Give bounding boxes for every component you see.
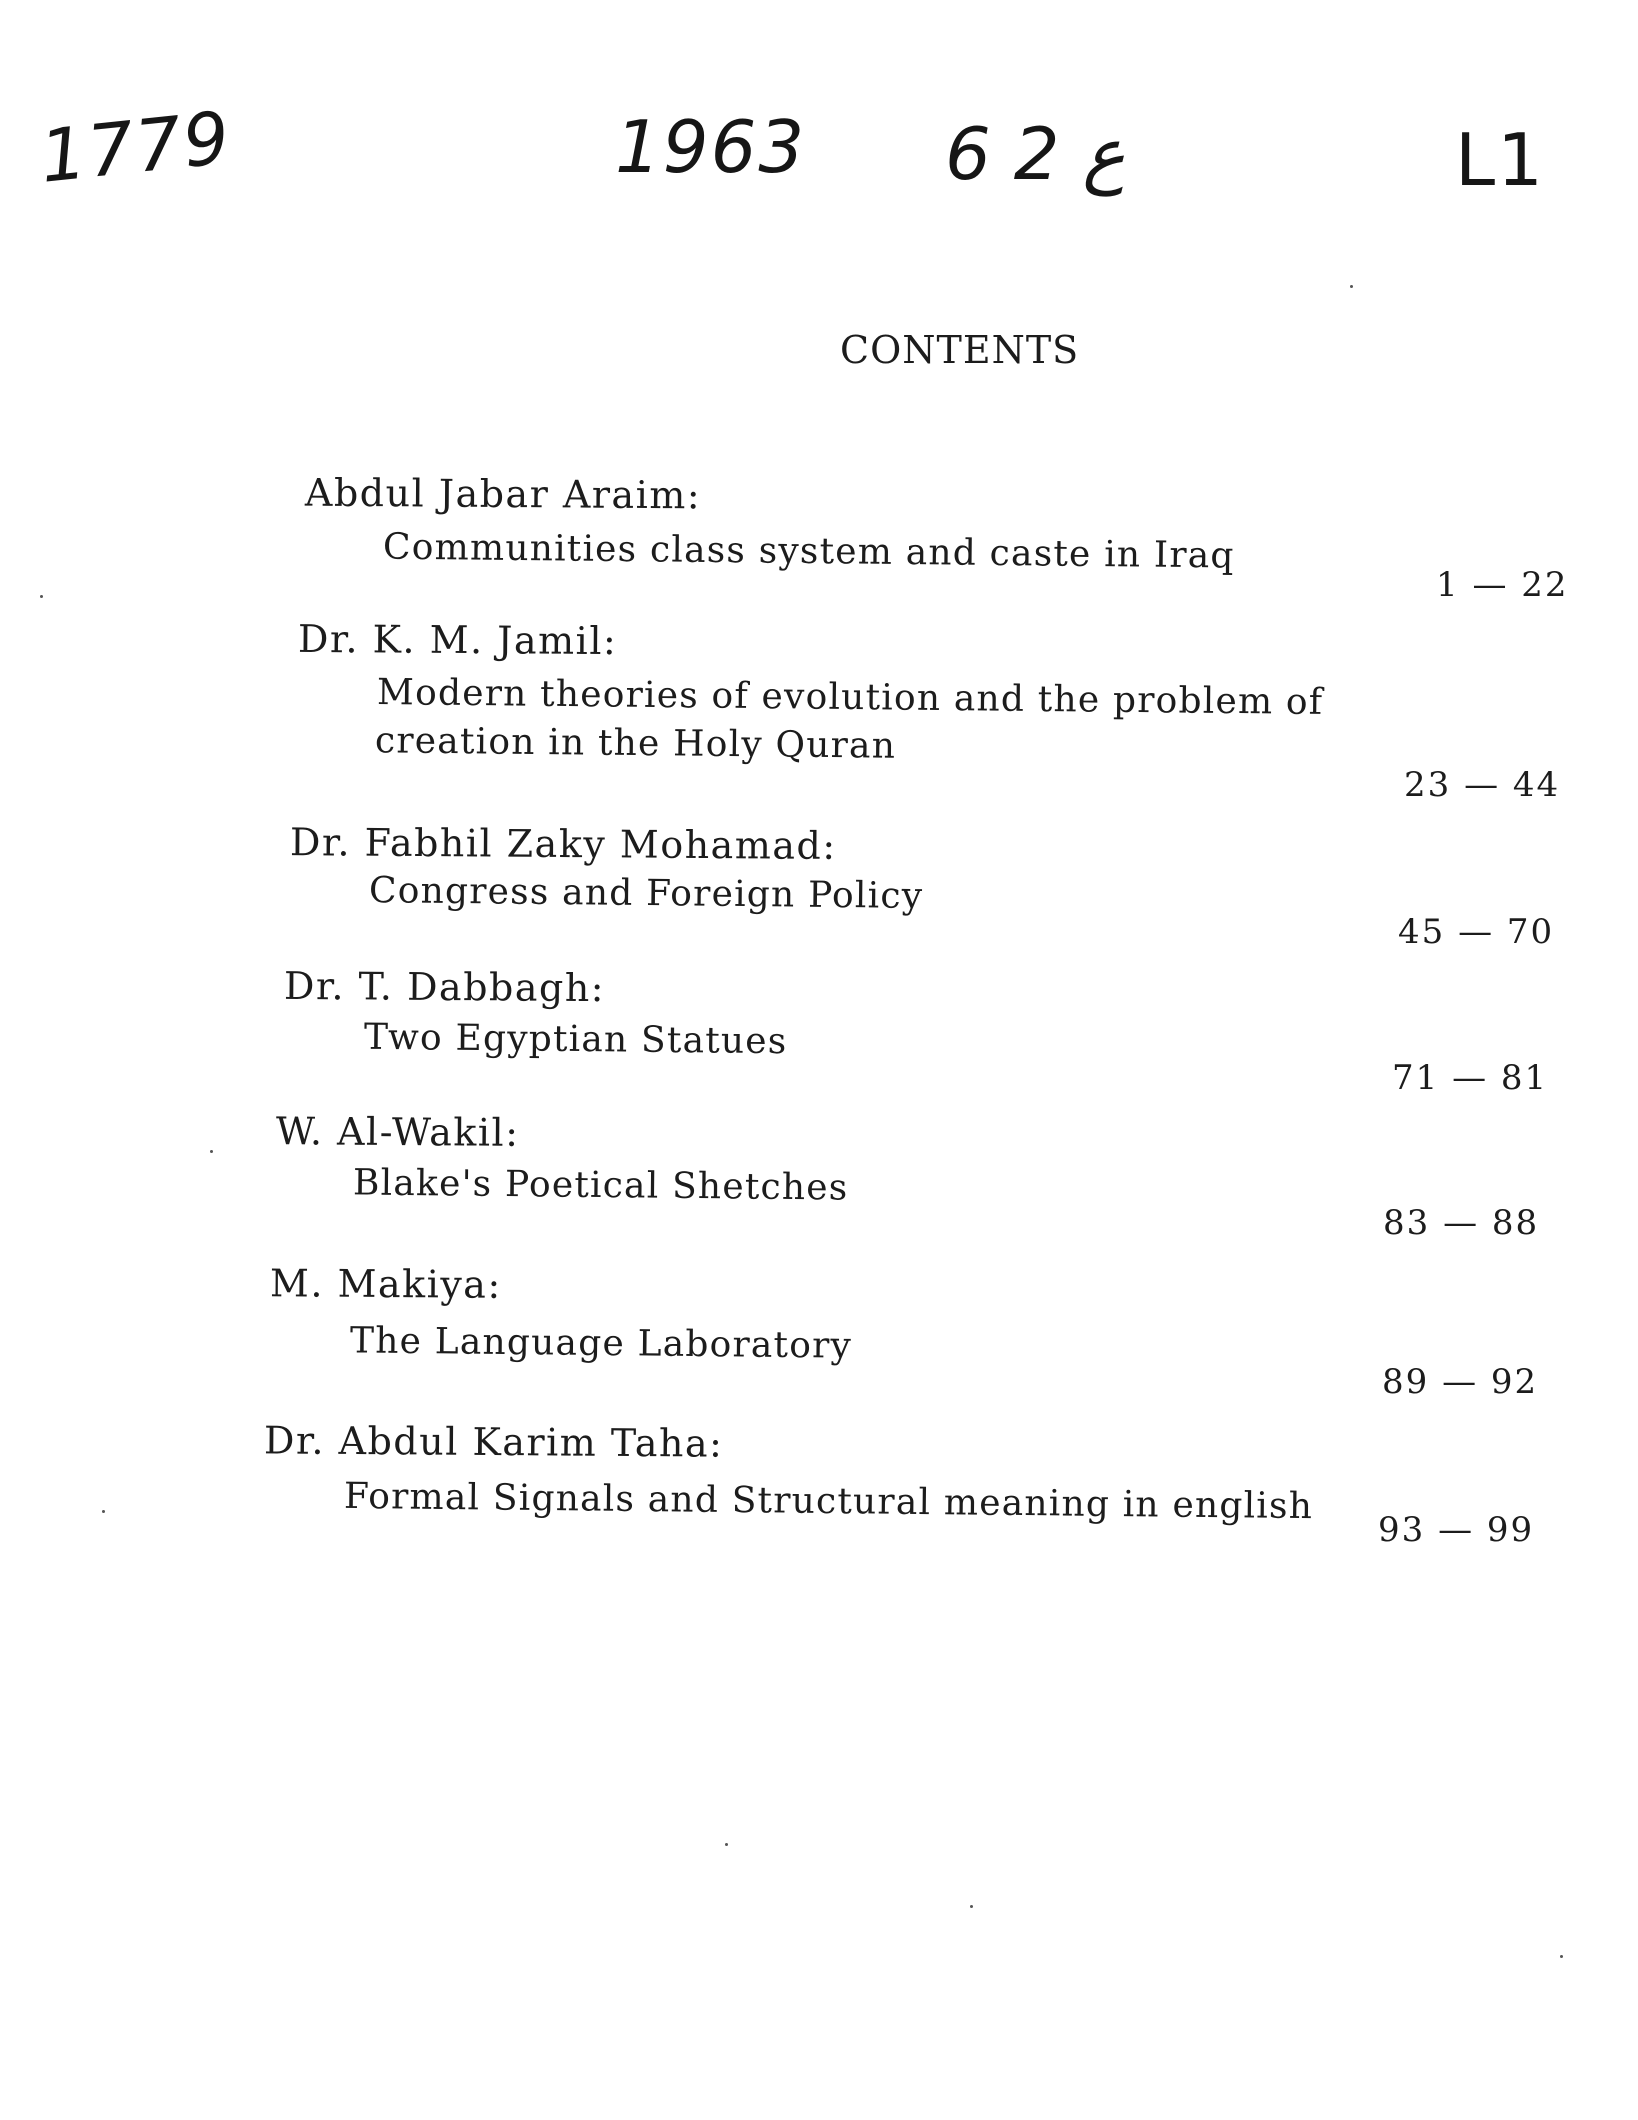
scan-speck [210,1150,213,1153]
handwritten-issue: ع 2 6 [945,112,1126,196]
scan-speck [1560,1955,1563,1958]
handwritten-number: 1779 [36,95,236,199]
toc-pages: 71 — 81 [1392,1058,1549,1098]
toc-pages: 45 — 70 [1398,912,1555,952]
handwritten-mark: L1 [1455,118,1545,202]
toc-author: Abdul Jabar Araim: [304,470,702,518]
toc-author: Dr. Abdul Karim Taha: [263,1418,724,1466]
scan-speck [40,595,43,598]
toc-article-title: The Language Laboratory [349,1320,853,1367]
toc-author: Dr. T. Dabbagh: [283,963,606,1011]
toc-article-title: Two Egyptian Statues [363,1016,788,1063]
scan-speck [970,1905,973,1908]
toc-pages: 1 — 22 [1436,565,1569,605]
scan-speck [725,1843,728,1846]
toc-pages: 93 — 99 [1378,1510,1535,1550]
scan-speck [1350,285,1353,288]
toc-author: Dr. Fabhil Zaky Mohamad: [289,820,837,868]
toc-pages: 83 — 88 [1383,1203,1540,1243]
handwritten-year: 1963 [615,105,807,189]
toc-author: W. Al-Wakil: [275,1109,520,1155]
page-title: CONTENTS [840,328,1080,372]
toc-article-title: Formal Signals and Structural meaning in english [343,1475,1314,1528]
toc-article-title-line: creation in the Holy Quran [374,720,897,767]
toc-pages: 23 — 44 [1404,765,1561,805]
toc-article-title: Blake's Poetical Shetches [352,1162,849,1209]
toc-article-title-line: Modern theories of evolution and the problem of [376,672,1324,723]
toc-article-title: Communities class system and caste in Iraq [382,526,1235,577]
toc-article-title: Congress and Foreign Policy [368,870,924,917]
scan-speck [102,1510,105,1513]
toc-author: M. Makiya: [269,1261,502,1307]
toc-author: Dr. K. M. Jamil: [297,616,618,664]
toc-pages: 89 — 92 [1382,1362,1539,1402]
